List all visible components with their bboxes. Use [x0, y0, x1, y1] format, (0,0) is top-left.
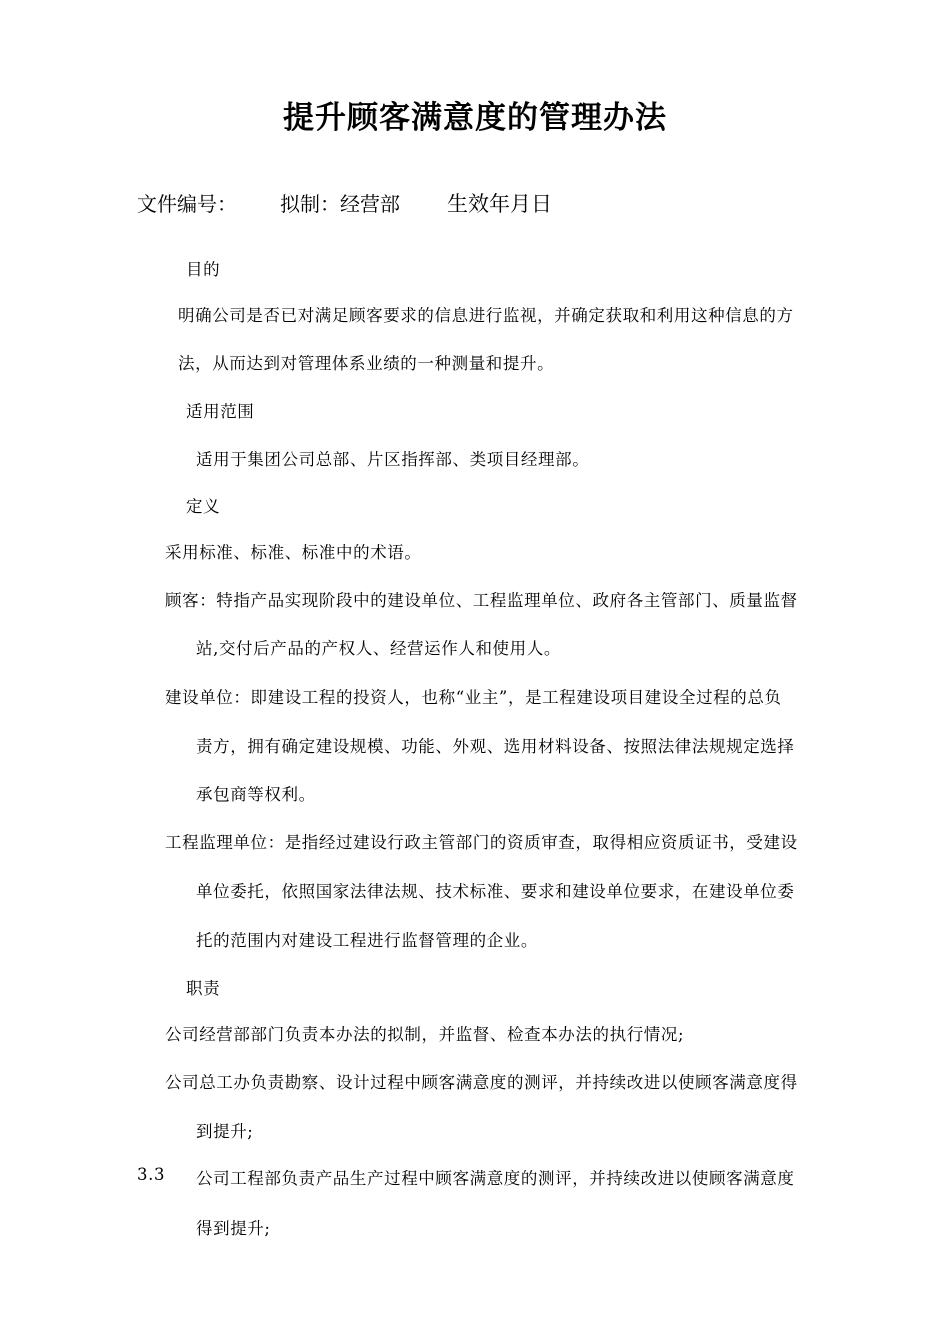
paragraph-line: 站,交付后产品的产权人、经营运作人和使用人。	[196, 639, 561, 658]
drafted-by: 拟制：经营部	[280, 192, 400, 216]
document-title: 提升顾客满意度的管理办法	[283, 100, 667, 136]
effective-date: 生效年月日	[447, 192, 552, 216]
section-heading-purpose: 目的	[186, 260, 221, 279]
definition-construction-unit: 建设单位：即建设工程的投资人，也称“业主”，是工程建设项目建设全过程的总负	[165, 688, 782, 707]
section-heading-scope: 适用范围	[186, 402, 255, 421]
paragraph-line: 得到提升;	[196, 1219, 271, 1238]
paragraph-line: 公司经营部部门负责本办法的拟制，并监督、检查本办法的执行情况;	[165, 1025, 685, 1044]
paragraph-line: 责方，拥有确定建设规模、功能、外观、选用材料设备、按照法律法规规定选择	[196, 737, 795, 756]
paragraph-line: 明确公司是否已对满足顾客要求的信息进行监视，并确定获取和利用这种信息的方	[178, 306, 794, 325]
paragraph-line: 公司工程部负责产品生产过程中顾客满意度的测评，并持续改进以使顾客满意度	[196, 1169, 795, 1188]
paragraph-line: 采用标准、标准、标准中的术语。	[165, 543, 422, 562]
paragraph-line: 托的范围内对建设工程进行监督管理的企业。	[196, 931, 538, 950]
paragraph-line: 到提升;	[196, 1122, 254, 1141]
section-heading-responsibilities: 职责	[186, 979, 221, 998]
section-heading-definitions: 定义	[186, 497, 221, 516]
paragraph-line: 适用于集团公司总部、片区指挥部、类项目经理部。	[196, 450, 590, 469]
paragraph-line: 单位委托，依照国家法律法规、技术标准、要求和建设单位要求，在建设单位委	[196, 882, 795, 901]
paragraph-line: 承包商等权利。	[196, 785, 316, 804]
paragraph-line: 公司总工办负责勘察、设计过程中顾客满意度的测评，并持续改进以使顾客满意度得	[165, 1073, 798, 1092]
document-meta	[137, 188, 552, 218]
definition-customer: 顾客：特指产品实现阶段中的建设单位、工程监理单位、政府各主管部门、质量监督	[165, 591, 798, 610]
doc-number-label: 文件编号：	[137, 192, 237, 216]
paragraph-line: 法，从而达到对管理体系业绩的一种测量和提升。	[178, 354, 555, 373]
definition-supervision-unit: 工程监理单位：是指经过建设行政主管部门的资质审查，取得相应资质证书，受建设	[165, 833, 798, 852]
item-number: 3.3	[137, 1165, 166, 1184]
